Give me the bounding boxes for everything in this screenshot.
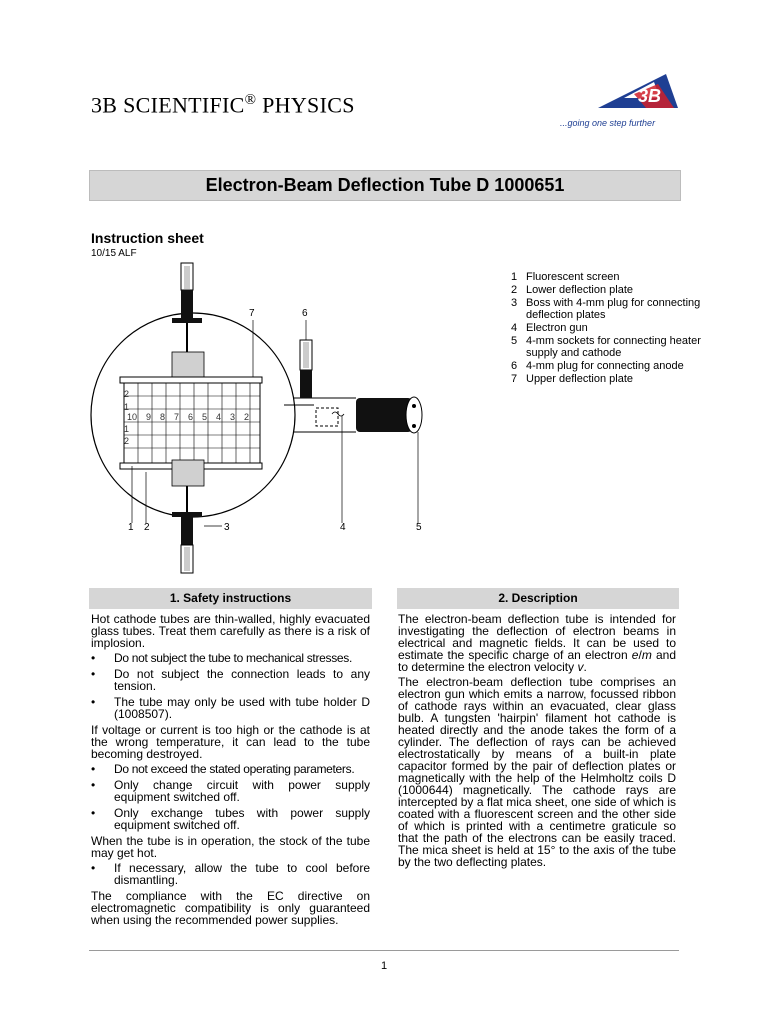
- 3b-logo: [594, 72, 684, 112]
- callout-4: 4: [340, 522, 346, 533]
- callout-5: 5: [416, 522, 422, 533]
- description-heading: 2. Description: [397, 588, 679, 609]
- tagline: ...going one step further: [560, 118, 656, 128]
- callout-1: 1: [128, 522, 134, 533]
- legend-item: 2 Lower deflection plate: [511, 284, 634, 296]
- callout-3: 3: [224, 522, 230, 533]
- safety-section: [91, 613, 370, 929]
- scale-label: 4: [216, 412, 222, 422]
- paragraph: The compliance with the EC directive on electromagnetic compatibility is only guaranteed when using the recommended power supplies.: [91, 889, 370, 927]
- legend-item: 3 Boss with 4-mm plug for connecting deflection plates: [511, 297, 701, 321]
- bullet: • Only exchange tubes with power supply equipment switched off.: [91, 807, 370, 831]
- document-code: 10/15 ALF: [91, 248, 137, 259]
- bullet: • The tube may only be used with tube holder D (1008507).: [91, 696, 370, 720]
- scale-label: 6: [188, 412, 194, 422]
- instruction-sheet-heading: Instruction sheet: [91, 230, 204, 246]
- callout-7: 7: [249, 308, 255, 319]
- paragraph: Hot cathode tubes are thin-walled, highly evacuated glass tubes. Treat them carefully as there is a risk of implosion.: [91, 612, 370, 650]
- legend-item: 6 4-mm plug for connecting anode: [511, 360, 684, 372]
- scale-label: 2: [124, 436, 130, 446]
- callout-6: 6: [302, 308, 308, 319]
- svg-text:3B: 3B: [638, 86, 662, 106]
- scale-label: 5: [202, 412, 208, 422]
- bullet: • Do not subject the connection leads to any tension.: [91, 668, 370, 692]
- scale-label: 2: [244, 412, 250, 422]
- paragraph: The electron-beam deflection tube is intended for investigating the deflection of electron beams in electrical and magnetic fields. It can be used to estimate the specific charge of an electron e/m and to determine the electron velocity v.: [398, 612, 676, 674]
- legend-item: 7 Upper deflection plate: [511, 373, 634, 385]
- scale-label: 3: [230, 412, 236, 422]
- legend-item: 5 4-mm sockets for connecting heater supply and cathode: [511, 335, 701, 359]
- bullet: • If necessary, allow the tube to cool before dismantling.: [91, 862, 370, 886]
- parts-legend: [511, 271, 701, 386]
- scale-label: 1: [124, 424, 130, 434]
- safety-heading: 1. Safety instructions: [89, 588, 372, 609]
- scale-label: 1: [124, 402, 130, 412]
- bullet: • Do not subject the tube to mechanical stresses.: [91, 652, 370, 664]
- scale-label: 8: [160, 412, 166, 422]
- legend-item: 1 Fluorescent screen: [511, 271, 620, 283]
- scale-label: 9: [146, 412, 152, 422]
- document-title: Electron-Beam Deflection Tube D 1000651: [89, 170, 681, 201]
- scale-label: 2: [124, 389, 130, 399]
- callout-2: 2: [144, 522, 150, 533]
- scale-label: 7: [174, 412, 180, 422]
- paragraph: When the tube is in operation, the stock of the tube may get hot.: [91, 834, 370, 860]
- paragraph: If voltage or current is too high or the cathode is at the wrong temperature, it can lead to the tube becoming destroyed.: [91, 723, 370, 761]
- bullet: • Only change circuit with power supply equipment switched off.: [91, 779, 370, 803]
- footer-rule: [89, 950, 679, 951]
- legend-item: 4 Electron gun: [511, 322, 588, 334]
- tube-diagram: [88, 260, 448, 580]
- brand-name: 3B SCIENTIFIC® PHYSICS: [91, 92, 355, 118]
- paragraph: The electron-beam deflection tube comprises an electron gun which emits a narrow, focussed ribbon of cathode rays within an evacuated, clear glass bulb. A tungsten 'hairpin' filament hot cathode is heated directly and the anode takes the form of a cylinder. The deflection of rays can be achieved electrostatically by means of a built-in plate capacitor formed by the pair of deflection plates or magnetically with the help of the Helmholtz coils D (1000644) magnetically. The cathode rays are intercepted by a flat mica sheet, one side of which is coated with a fluorescent screen and the other side of which is printed with a centimetre graticule so that the path of the electrons can be easily traced. The mica sheet is held at 15° to the axis of the tube by the two deflecting plates.: [398, 675, 676, 869]
- page-number: 1: [380, 960, 388, 972]
- description-section: [398, 613, 676, 871]
- scale-label: 10: [127, 412, 138, 422]
- bullet: • Do not exceed the stated operating parameters.: [91, 763, 370, 775]
